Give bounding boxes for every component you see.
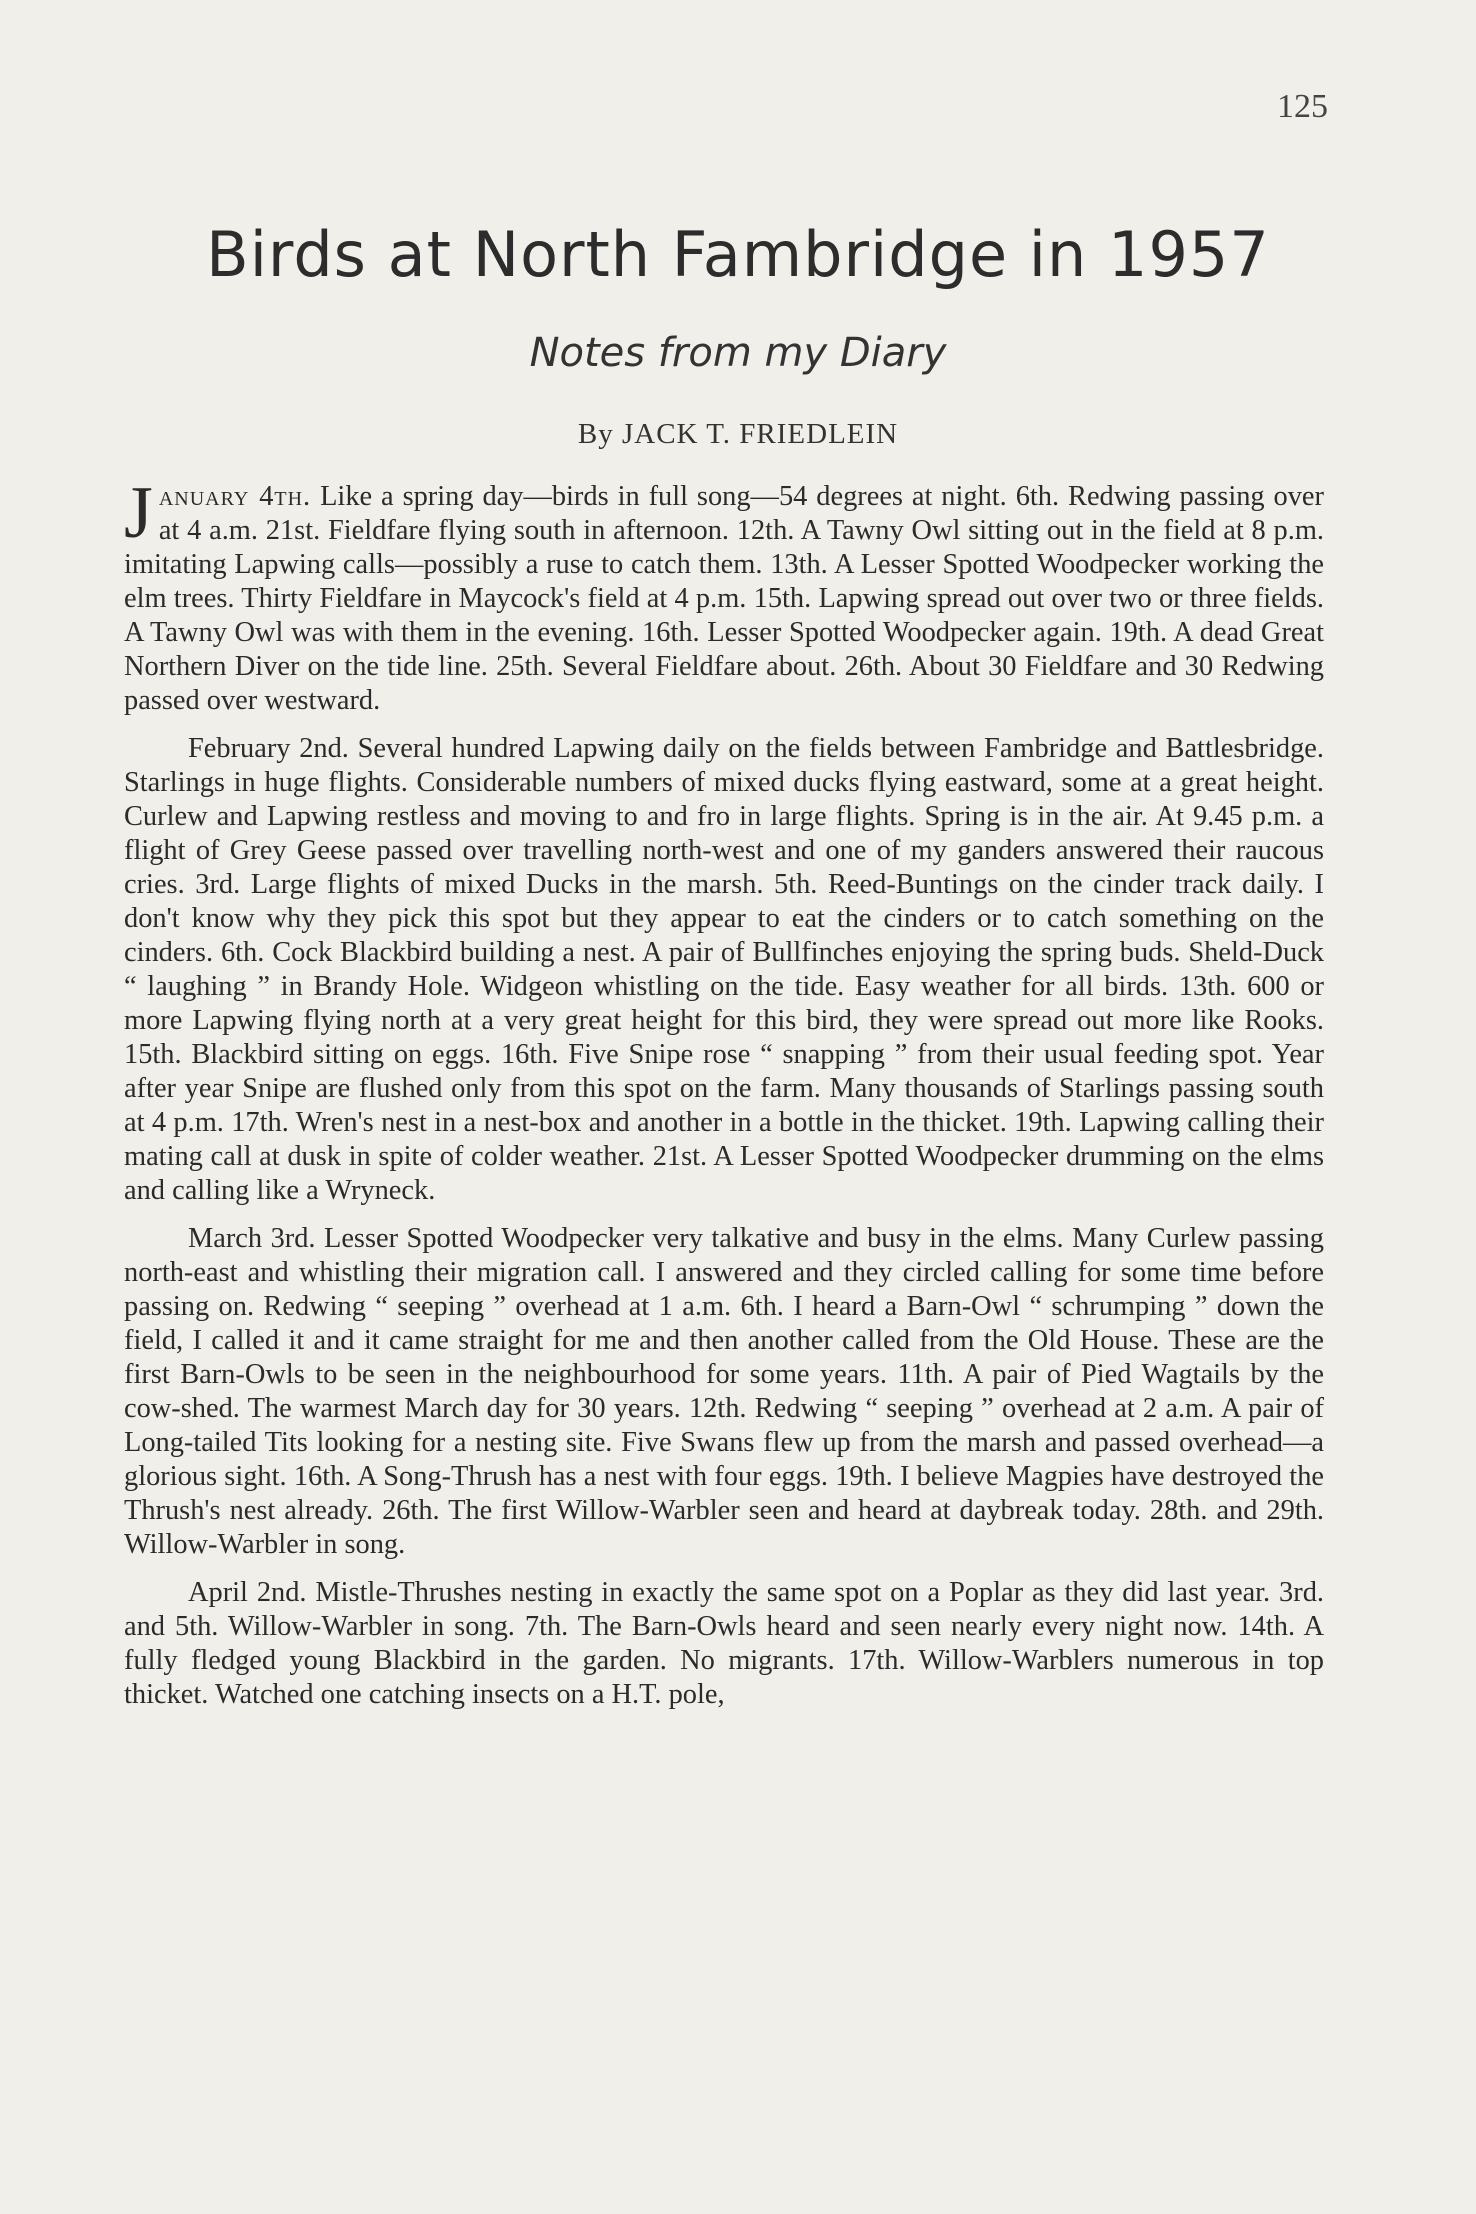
author-byline: By JACK T. FRIEDLEIN: [577, 418, 899, 450]
drop-cap: J: [124, 472, 153, 554]
paragraph-april: April 2nd. Mistle-Thrushes nesting in exactly the same spot on a Poplar as they did last year. 3rd. and 5th. Willow-Warbler in song. 7th. The Barn-Owls heard and seen nearly every night now. 14th. A fully fledged young Blackbird in the garden. No migrants. 17th. Willow-Warblers numerous in top thicket. Watched one catching insects on a H.T. pole,: [124, 1577, 1324, 1710]
paragraph-january: [124, 472, 1324, 718]
paragraph-february: February 2nd. Several hundred Lapwing daily on the fields between Fambridge and Battlesbridge. Starlings in huge flights. Considerable numbers of mixed ducks flying eastward, some at a great height. Curlew and Lapwing restless and moving to and fro in large flights. Spring is in the air. At 9.45 p.m. a flight of Grey Geese passed over travelling north-west and one of my ganders answered their raucous cries. 3rd. Large flights of mixed Ducks in the marsh. 5th. Reed-Buntings on the cinder track daily. I don't know why they pick this spot but they appear to eat the cinders or to catch something on the cinders. 6th. Cock Blackbird building a nest. A pair of Bullfinches enjoying the spring buds. Sheld-Duck “ laughing ” in Brandy Hole. Widgeon whistling on the tide. Easy weather for all birds. 13th. 600 or more Lapwing flying north at a very great height for this bird, they were spread out more like Rooks. 15th. Blackbird sitting on eggs. 16th. Five Snipe rose “ snapping ” from their usual feeding spot. Year after year Snipe are flushed only from this spot on the farm. Many thousands of Starlings passing south at 4 p.m. 17th. Wren's nest in a nest-box and another in a bottle in the thicket. 19th. Lapwing calling their mating call at dusk in spite of colder weather. 21st. A Lesser Spotted Woodpecker drumming on the elms and calling like a Wryneck.: [124, 733, 1324, 1206]
page-number: 125: [1277, 88, 1328, 125]
article-body: [124, 472, 1324, 1726]
paragraph-lead: anuary 4th.: [158, 481, 312, 512]
paragraph-text: Like a spring day—birds in full song—54 degrees at night. 6th. Redwing passing over at 4 a.m. 21st. Fieldfare flying south in afternoon. 12th. A Tawny Owl sitting out in the field at 8 p.m. imitating Lapwing calls—possibly a ruse to catch them. 13th. A Lesser Spotted Woodpecker working the elm trees. Thirty Fieldfare in Maycock's field at 4 p.m. 15th. Lapwing spread out over two or three fields. A Tawny Owl was with them in the evening. 16th. Lesser Spotted Woodpecker again. 19th. A dead Great Northern Diver on the tide line. 25th. Several Fieldfare about. 26th. About 30 Fieldfare and 30 Redwing passed over westward.: [124, 481, 1324, 716]
article-subtitle: Notes from my Diary: [529, 330, 947, 376]
article-title: Birds at North Fambridge in 1957: [206, 218, 1270, 291]
paragraph-march: March 3rd. Lesser Spotted Woodpecker very talkative and busy in the elms. Many Curlew passing north-east and whistling their migration call. I answered and they circled calling for some time before passing on. Redwing “ seeping ” overhead at 1 a.m. 6th. I heard a Barn-Owl “ schrumping ” down the field, I called it and it came straight for me and then another called from the Old House. These are the first Barn-Owls to be seen in the neighbourhood for some years. 11th. A pair of Pied Wagtails by the cow-shed. The warmest March day for 30 years. 12th. Redwing “ seeping ” overhead at 2 a.m. A pair of Long-tailed Tits looking for a nesting site. Five Swans flew up from the marsh and passed overhead—a glorious sight. 16th. A Song-Thrush has a nest with four eggs. 19th. I believe Magpies have destroyed the Thrush's nest already. 26th. The first Willow-Warbler seen and heard at daybreak today. 28th. and 29th. Willow-Warbler in song.: [124, 1223, 1324, 1560]
